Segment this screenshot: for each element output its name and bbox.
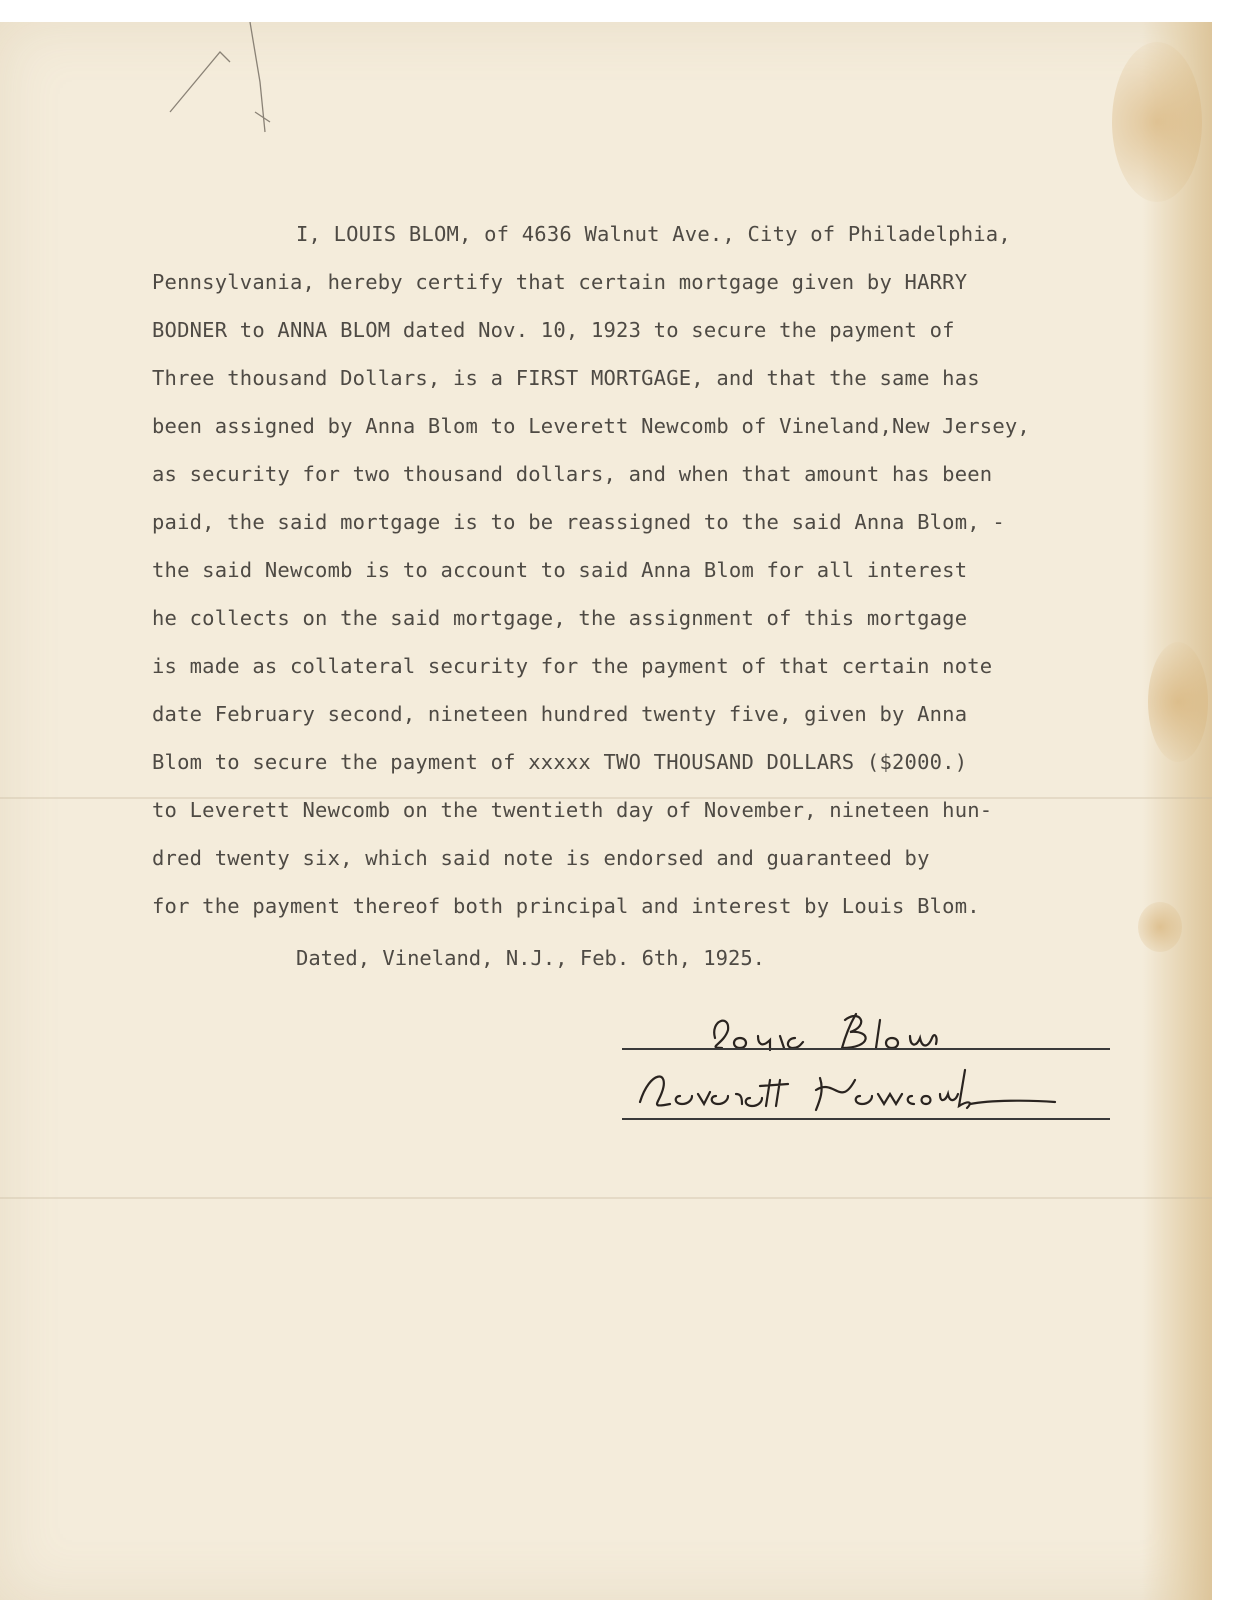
- text-line: to Leverett Newcomb on the twentieth day of November, nineteen hun-: [152, 798, 993, 822]
- text-line: date February second, nineteen hundred twenty five, given by Anna: [152, 702, 968, 726]
- text-line: dred twenty six, which said note is endorsed and guaranteed by: [152, 846, 930, 870]
- text-line: been assigned by Anna Blom to Leverett Newcomb of Vineland,New Jersey,: [152, 414, 1030, 438]
- date-line: Dated, Vineland, N.J., Feb. 6th, 1925.: [296, 946, 765, 970]
- text-line: Three thousand Dollars, is a FIRST MORTGAGE, and that the same has: [152, 366, 980, 390]
- text-line: for the payment thereof both principal and interest by Louis Blom.: [152, 894, 980, 918]
- fold-crease: [0, 1197, 1212, 1199]
- pencil-marks: [160, 22, 290, 162]
- text-line: Blom to secure the payment of xxxxx TWO THOUSAND DOLLARS ($2000.): [152, 750, 968, 774]
- text-line: paid, the said mortgage is to be reassigned to the said Anna Blom, -: [152, 510, 1005, 534]
- text-line: BODNER to ANNA BLOM dated Nov. 10, 1923 to secure the payment of: [152, 318, 955, 342]
- text-line: Pennsylvania, hereby certify that certain mortgage given by HARRY: [152, 270, 968, 294]
- text-line: as security for two thousand dollars, and when that amount has been: [152, 462, 993, 486]
- signature-louis-blom: [620, 1000, 1120, 1130]
- text-line: is made as collateral security for the payment of that certain note: [152, 654, 993, 678]
- text-line: he collects on the said mortgage, the assignment of this mortgage: [152, 606, 968, 630]
- text-line: the said Newcomb is to account to said Anna Blom for all interest: [152, 558, 968, 582]
- stain: [1112, 42, 1202, 202]
- signature-line: [622, 1048, 1110, 1050]
- signature-line: [622, 1118, 1110, 1120]
- signature-block: [620, 1000, 1120, 1130]
- certificate-text: [152, 210, 1162, 930]
- text-line: I, LOUIS BLOM, of 4636 Walnut Ave., City of Philadelphia,: [296, 222, 1011, 246]
